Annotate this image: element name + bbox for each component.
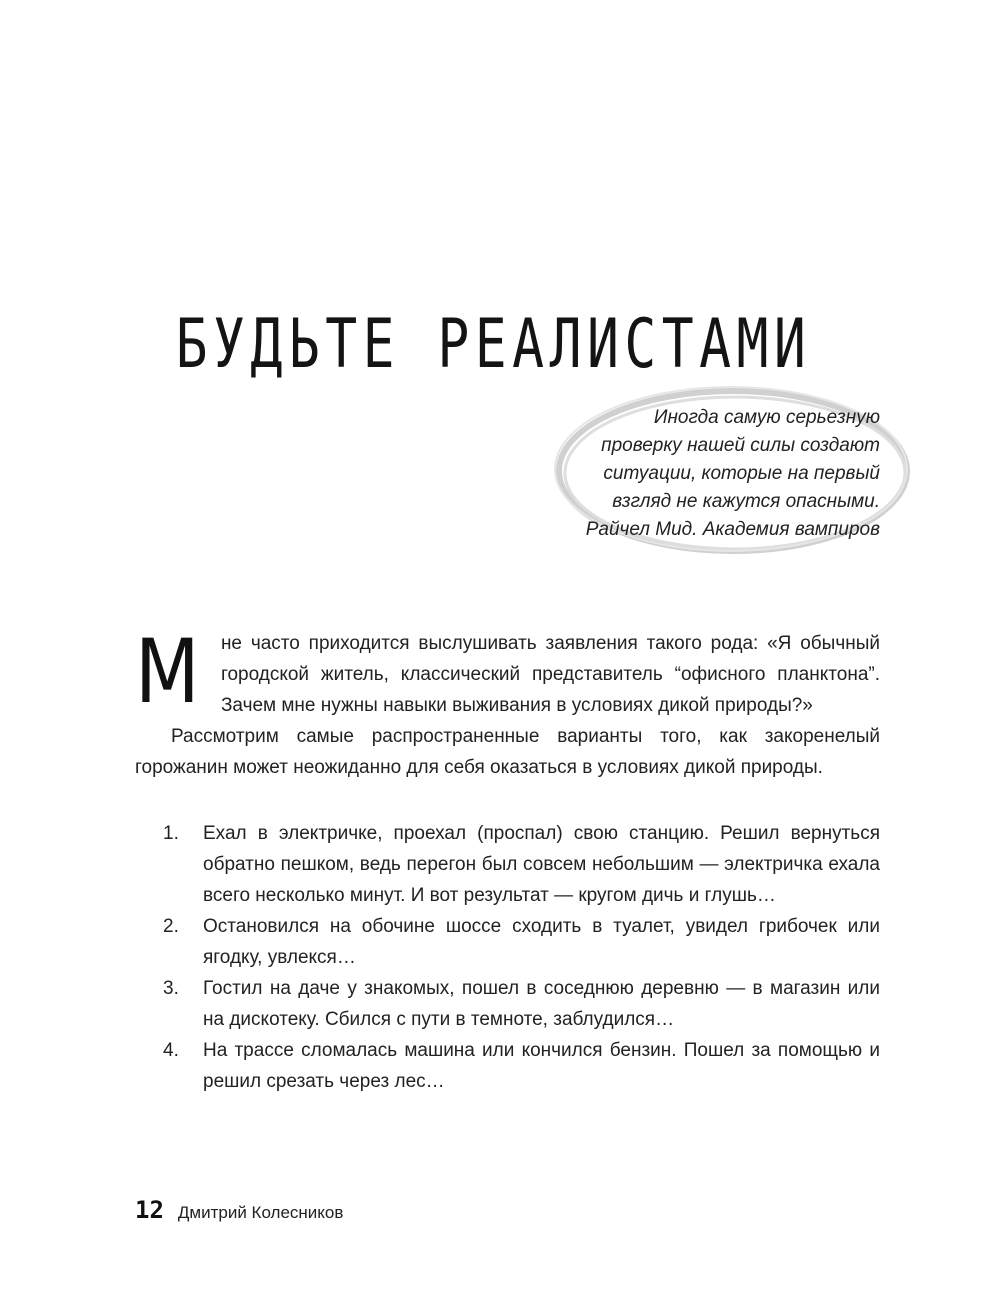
- intro-paragraph: [135, 620, 880, 723]
- list-item: [135, 973, 880, 1035]
- intro-paragraph-text: не часто приходится выслушивать заявления такого рода: «Я обычный городской житель, классический представитель “офисного планктона”. Зачем мне нужны навыки выживания в условиях дикой природы?»: [220, 633, 880, 716]
- list-item-number: 3.: [163, 978, 179, 999]
- drop-cap: М: [135, 620, 200, 723]
- scenario-list: [135, 818, 880, 1097]
- epigraph-line: проверку нашей силы создают: [601, 435, 880, 456]
- list-item: [135, 818, 880, 911]
- body-text: [135, 620, 880, 783]
- list-item: [135, 1035, 880, 1097]
- list-item-number: 4.: [163, 1040, 179, 1061]
- epigraph: [560, 404, 880, 544]
- chapter-title: БУДЬТЕ РЕАЛИСТАМИ: [175, 305, 812, 384]
- epigraph-attribution: Райчел Мид. Академия вампиров: [585, 519, 880, 540]
- second-paragraph: Рассмотрим самые распространенные варианты того, как закоренелый горожанин может неожиданно для себя оказаться в условиях дикой природы.: [135, 726, 880, 778]
- list-item-number: 1.: [163, 823, 179, 844]
- epigraph-line: взгляд не кажутся опасными.: [612, 491, 880, 512]
- list-item-number: 2.: [163, 916, 179, 937]
- list-item-text: Гостил на даче у знакомых, пошел в соседнюю деревню — в магазин или на дискотеку. Сбился с пути в темноте, заблудился…: [203, 978, 880, 1030]
- page-number: 12: [135, 1196, 164, 1224]
- page-footer: [135, 1196, 343, 1224]
- epigraph-line: ситуации, которые на первый: [603, 463, 880, 484]
- running-footer-author: Дмитрий Колесников: [177, 1203, 344, 1222]
- list-item-text: Остановился на обочине шоссе сходить в туалет, увидел грибочек или ягодку, увлекся…: [203, 916, 880, 968]
- list-item-text: Ехал в электричке, проехал (проспал) свою станцию. Решил вернуться обратно пешком, ведь перегон был совсем небольшим — электричка ехала всего несколько минут. И вот результат — кругом дичь и глушь…: [203, 823, 880, 906]
- epigraph-line: Иногда самую серьезную: [653, 407, 880, 428]
- list-item: [135, 911, 880, 973]
- list-item-text: На трассе сломалась машина или кончился бензин. Пошел за помощью и решил срезать через лес…: [203, 1040, 880, 1092]
